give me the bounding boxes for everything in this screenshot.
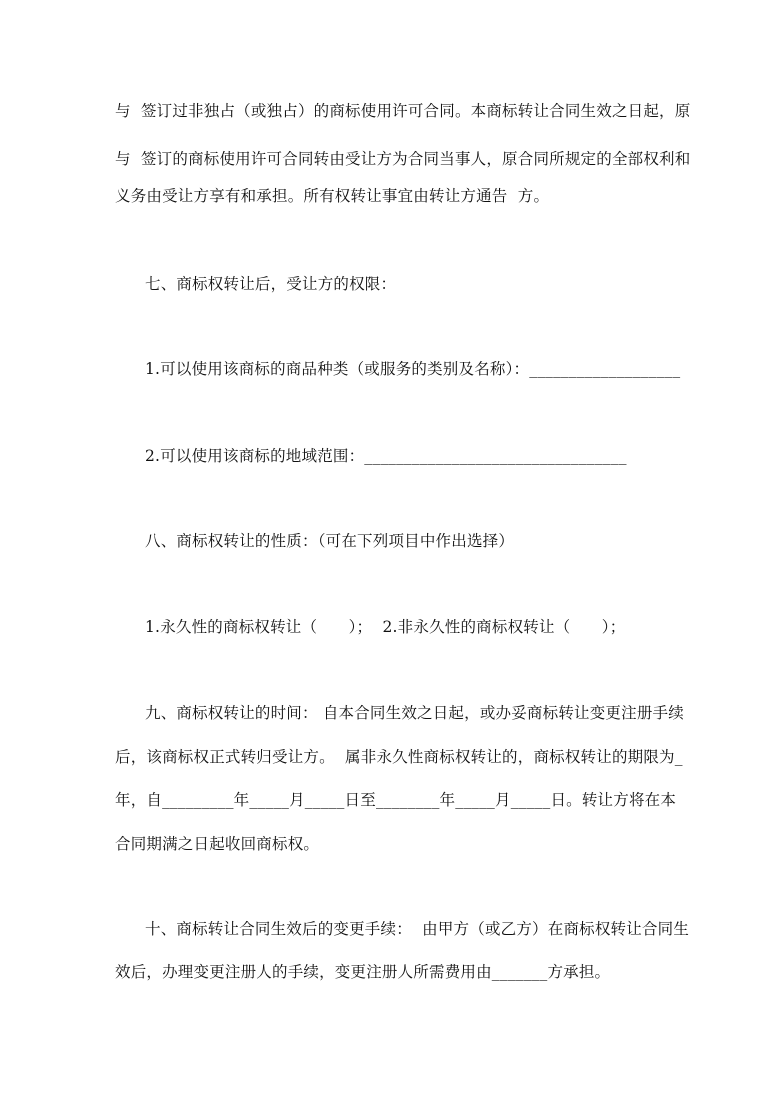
section-10-line-2: 效后，办理变更注册人的手续，变更注册人所需费用由_______方承担。 (115, 963, 611, 981)
paragraph-line-3: 义务由受让方享有和承担。所有权转让事宜由转让方通告 方。 (115, 187, 550, 205)
section-7-item-2: 2.可以使用该商标的地域范围：_________________________________ (145, 447, 627, 465)
paragraph-line-2: 与 签订的商标使用许可合同转由受让方为合同当事人，原合同所规定的全部权利和 (115, 150, 691, 168)
section-9-line-2: 后，该商标权正式转归受让方。 属非永久性商标权转让的，商标权转让的期限为_ (115, 748, 683, 766)
section-9-line-4: 合同期满之日起收回商标权。 (115, 835, 320, 853)
section-8-heading: 八、商标权转让的性质：（可在下列项目中作出选择） (145, 532, 515, 550)
section-9-line-1: 九、商标权转让的时间： 自本合同生效之日起，或办妥商标转让变更注册手续 (145, 704, 684, 722)
section-7-heading: 七、商标权转让后，受让方的权限： (145, 275, 397, 293)
section-7-item-1: 1.可以使用该商标的商品种类（或服务的类别及名称）：___________________ (145, 360, 681, 378)
section-8-options: 1.永久性的商标权转让（ ）； 2.非永久性的商标权转让（ ）； (145, 618, 626, 636)
section-9-line-3: 年，自_________年_____月_____日至________年_____月_____日。转让方将在本 (115, 791, 677, 809)
section-10-line-1: 十、商标转让合同生效后的变更手续： 由甲方（或乙方）在商标权转让合同生 (145, 920, 690, 938)
paragraph-line-1: 与 签订过非独占（或独占）的商标使用许可合同。本商标转让合同生效之日起，原 (115, 102, 691, 120)
